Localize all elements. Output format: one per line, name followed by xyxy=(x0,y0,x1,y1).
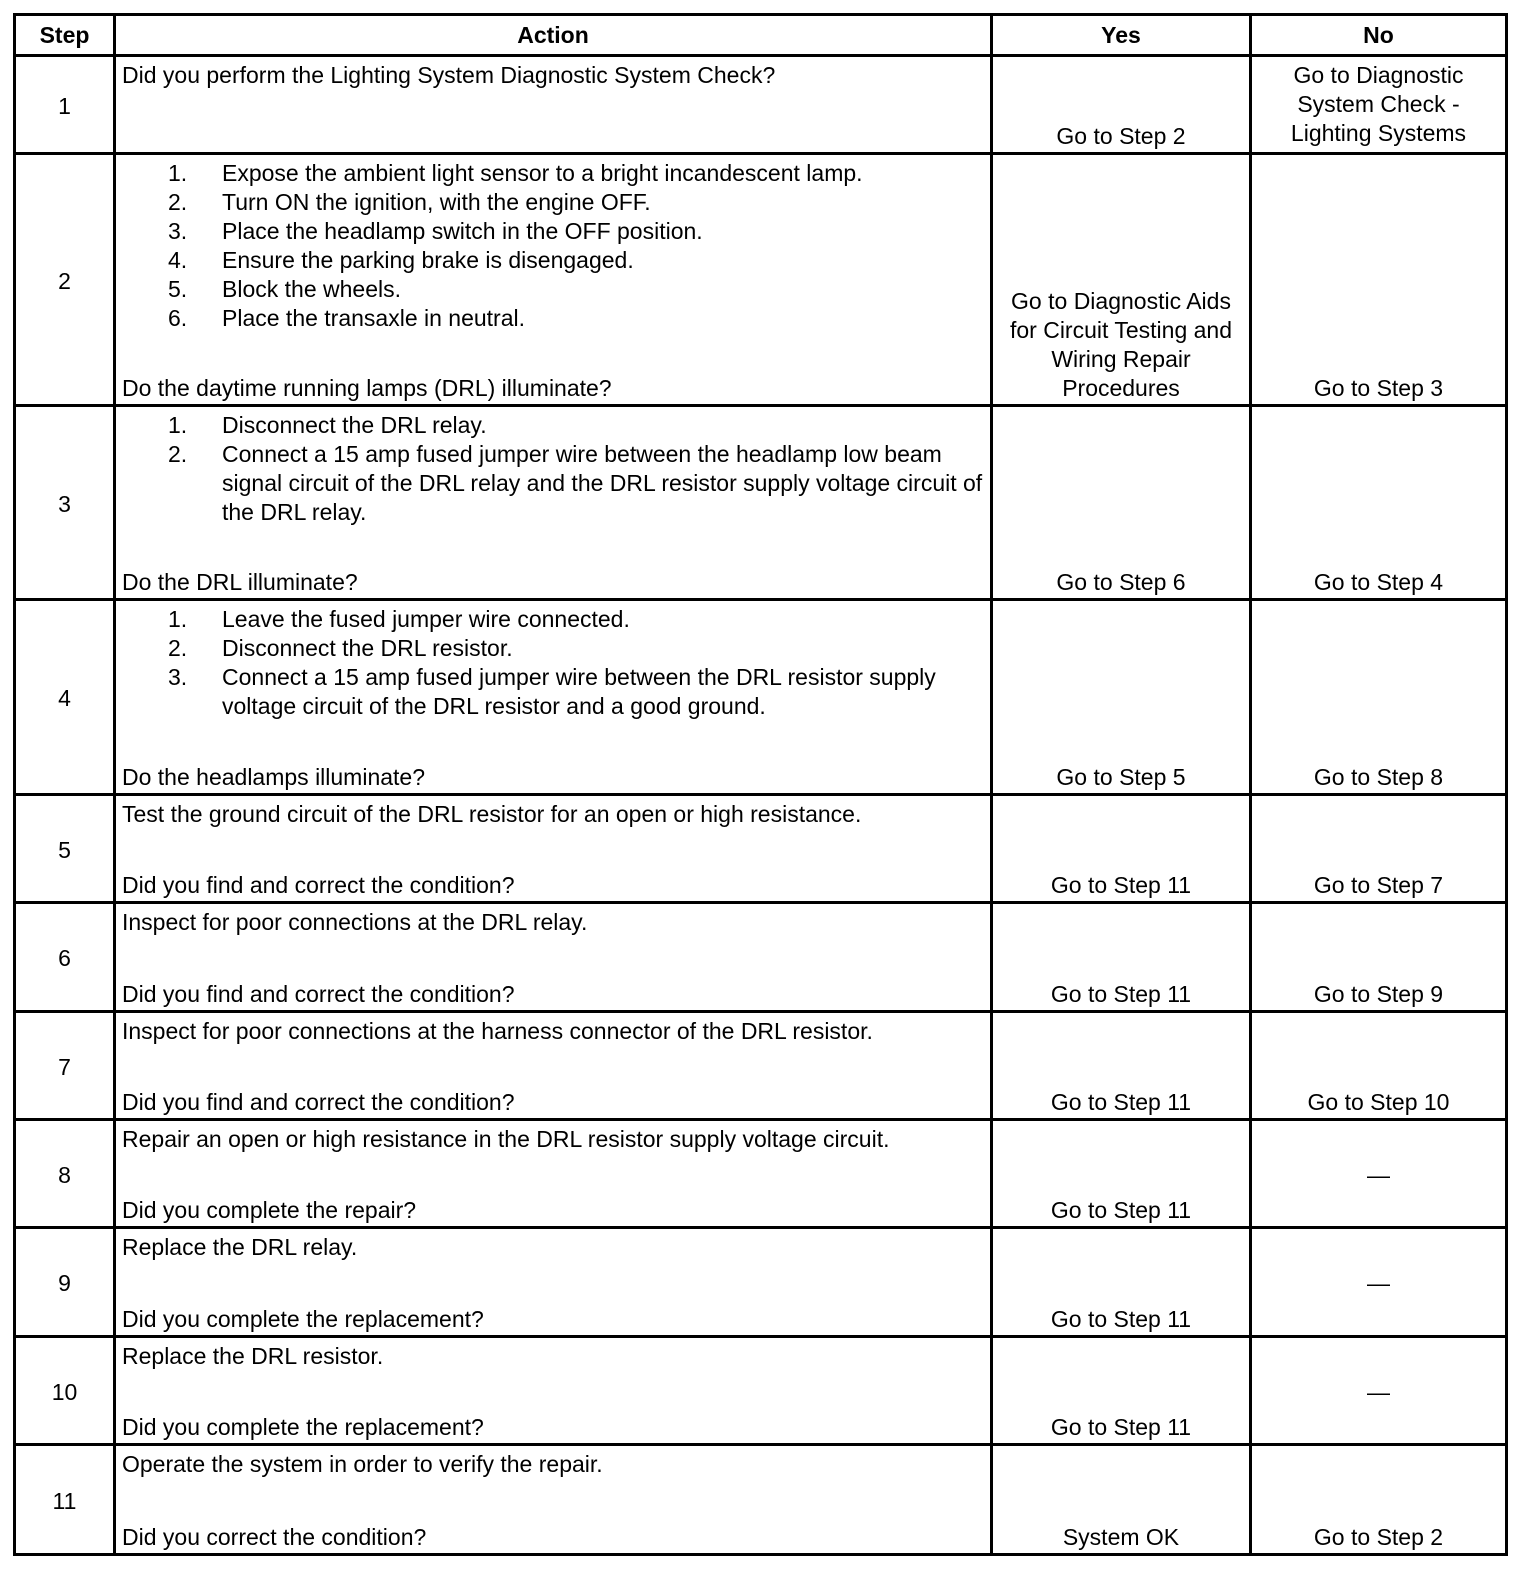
diagnostic-table xyxy=(13,13,1508,1556)
table-row xyxy=(16,1226,1505,1338)
list-item xyxy=(122,440,984,527)
list-item xyxy=(122,217,984,246)
yes-result: System OK xyxy=(1062,1524,1180,1550)
table-row xyxy=(16,1118,1505,1229)
step-number: 10 xyxy=(16,1338,116,1446)
no-result: — xyxy=(1367,1378,1390,1405)
question-text: Did you complete the replacement? xyxy=(122,1306,484,1332)
list-item xyxy=(122,304,984,333)
step-number: 2 xyxy=(16,155,116,407)
table-row xyxy=(16,152,1505,407)
table-row xyxy=(16,901,1505,1013)
table-row xyxy=(16,1335,1505,1446)
list-item-number: 6. xyxy=(168,305,188,331)
no-result: Go to Step 9 xyxy=(1313,981,1444,1007)
question-text: Did you complete the repair? xyxy=(122,1197,417,1223)
yes-result: Go to Step 11 xyxy=(1050,1197,1192,1223)
header-no: No xyxy=(1363,21,1394,48)
question-text: Did you correct the condition? xyxy=(122,1524,427,1550)
list-item-text: Leave the fused jumper wire connected. xyxy=(222,606,630,632)
no-cell xyxy=(1252,601,1505,796)
no-cell xyxy=(1252,57,1505,155)
table-row xyxy=(16,1010,1505,1121)
list-item xyxy=(122,246,984,275)
list-item-number: 5. xyxy=(168,276,188,302)
list-item-number: 1. xyxy=(168,160,188,186)
no-cell xyxy=(1252,155,1505,407)
action-text: Replace the DRL resistor. xyxy=(122,1343,384,1369)
no-result: Go to Step 7 xyxy=(1313,872,1444,898)
list-item xyxy=(122,634,984,663)
step-number: 4 xyxy=(16,601,116,796)
no-cell xyxy=(1252,1446,1505,1556)
yes-result: Go to Diagnostic Aids for Circuit Testing and Wiring Repair Procedures xyxy=(1009,288,1232,401)
yes-cell xyxy=(993,155,1252,407)
question-text: Do the headlamps illuminate? xyxy=(122,764,426,790)
no-cell xyxy=(1252,407,1505,601)
action-steps-list xyxy=(122,411,984,527)
yes-result: Go to Step 5 xyxy=(1056,764,1186,790)
list-item-text: Connect a 15 amp fused jumper wire between the headlamp low beam signal circuit of the DRL relay and the DRL resistor supply voltage circuit of the DRL relay. xyxy=(222,441,983,525)
list-item-text: Block the wheels. xyxy=(222,276,401,302)
list-item-number: 3. xyxy=(168,218,188,244)
no-cell xyxy=(1252,1338,1505,1446)
list-item-text: Connect a 15 amp fused jumper wire between the DRL resistor supply voltage circuit of the DRL resistor and a good ground. xyxy=(222,664,936,719)
header-yes: Yes xyxy=(993,16,1252,54)
list-item xyxy=(122,663,984,721)
action-cell xyxy=(116,57,993,155)
action-cell xyxy=(116,1229,993,1338)
table-row xyxy=(16,793,1505,904)
yes-cell xyxy=(993,796,1252,904)
action-cell xyxy=(116,1446,993,1556)
step-number: 7 xyxy=(16,1013,116,1121)
yes-cell xyxy=(993,1229,1252,1338)
no-cell xyxy=(1252,1121,1505,1229)
no-result: Go to Step 10 xyxy=(1307,1089,1450,1115)
action-steps-list xyxy=(122,159,984,333)
question-text: Do the daytime running lamps (DRL) illuminate? xyxy=(122,375,612,401)
no-result: Go to Step 8 xyxy=(1313,764,1444,790)
list-item xyxy=(122,275,984,304)
table-row xyxy=(16,404,1505,601)
list-item-text: Disconnect the DRL relay. xyxy=(222,412,487,438)
no-result: Go to Step 4 xyxy=(1313,569,1444,595)
step-number: 5 xyxy=(16,796,116,904)
no-cell xyxy=(1252,796,1505,904)
action-cell xyxy=(116,601,993,796)
yes-result: Go to Step 11 xyxy=(1050,1306,1192,1332)
step-number: 11 xyxy=(16,1446,116,1556)
list-item-number: 2. xyxy=(168,441,188,467)
yes-cell xyxy=(993,1446,1252,1556)
list-item-text: Disconnect the DRL resistor. xyxy=(222,635,513,661)
action-cell xyxy=(116,407,993,601)
action-text: Did you perform the Lighting System Diagnostic System Check? xyxy=(122,62,776,88)
yes-cell xyxy=(993,57,1252,155)
list-item-text: Ensure the parking brake is disengaged. xyxy=(222,247,634,273)
action-text: Operate the system in order to verify the repair. xyxy=(122,1451,603,1477)
list-item-number: 2. xyxy=(168,189,188,215)
list-item-number: 1. xyxy=(168,606,188,632)
table-header-row xyxy=(16,16,1505,54)
list-item-number: 1. xyxy=(168,412,188,438)
step-number: 8 xyxy=(16,1121,116,1229)
no-result: — xyxy=(1367,1270,1390,1296)
step-number: 3 xyxy=(16,407,116,601)
question-text: Did you find and correct the condition? xyxy=(122,872,515,898)
list-item-number: 4. xyxy=(168,247,188,273)
yes-cell xyxy=(993,407,1252,601)
step-number: 1 xyxy=(16,57,116,155)
no-result: Go to Step 3 xyxy=(1313,375,1444,401)
no-result: Go to Diagnostic System Check - Lighting Systems xyxy=(1290,62,1467,146)
yes-result: Go to Step 11 xyxy=(1050,981,1192,1007)
list-item-text: Place the transaxle in neutral. xyxy=(222,305,526,331)
action-text: Replace the DRL relay. xyxy=(122,1234,358,1260)
list-item-number: 3. xyxy=(168,664,188,690)
header-step: Step xyxy=(16,16,116,54)
no-result: — xyxy=(1367,1161,1390,1188)
list-item-number: 2. xyxy=(168,635,188,661)
table-row xyxy=(16,598,1505,796)
yes-cell xyxy=(993,1338,1252,1446)
yes-result: Go to Step 11 xyxy=(1050,1414,1192,1440)
yes-result: Go to Step 11 xyxy=(1050,1089,1192,1115)
yes-cell xyxy=(993,601,1252,796)
no-cell xyxy=(1252,1013,1505,1121)
question-text: Did you complete the replacement? xyxy=(122,1414,484,1440)
header-action: Action xyxy=(116,16,993,54)
yes-cell xyxy=(993,1121,1252,1229)
list-item xyxy=(122,188,984,217)
action-cell xyxy=(116,155,993,407)
step-number: 9 xyxy=(16,1229,116,1338)
no-cell xyxy=(1252,1229,1505,1338)
action-text: Repair an open or high resistance in the DRL resistor supply voltage circuit. xyxy=(122,1126,890,1152)
question-text: Did you find and correct the condition? xyxy=(122,1089,515,1115)
action-text: Inspect for poor connections at the DRL relay. xyxy=(122,909,588,935)
list-item xyxy=(122,159,984,188)
question-text: Did you find and correct the condition? xyxy=(122,981,515,1007)
action-cell xyxy=(116,1338,993,1446)
action-steps-list xyxy=(122,605,984,721)
no-result: Go to Step 2 xyxy=(1313,1524,1444,1550)
action-cell xyxy=(116,904,993,1013)
list-item xyxy=(122,411,984,440)
yes-result: Go to Step 11 xyxy=(1050,872,1192,898)
list-item-text: Turn ON the ignition, with the engine OFF. xyxy=(222,189,651,215)
question-text: Do the DRL illuminate? xyxy=(122,569,358,595)
action-text: Test the ground circuit of the DRL resistor for an open or high resistance. xyxy=(122,801,862,827)
no-cell xyxy=(1252,904,1505,1013)
action-cell xyxy=(116,1121,993,1229)
list-item-text: Expose the ambient light sensor to a bright incandescent lamp. xyxy=(222,160,863,186)
action-cell xyxy=(116,796,993,904)
yes-result: Go to Step 2 xyxy=(1056,123,1186,149)
table-row xyxy=(16,1443,1505,1556)
yes-cell xyxy=(993,904,1252,1013)
list-item-text: Place the headlamp switch in the OFF position. xyxy=(222,218,703,244)
action-cell xyxy=(116,1013,993,1121)
list-item xyxy=(122,605,984,634)
yes-result: Go to Step 6 xyxy=(1056,569,1186,595)
step-number: 6 xyxy=(16,904,116,1013)
action-text: Inspect for poor connections at the harness connector of the DRL resistor. xyxy=(122,1018,873,1044)
yes-cell xyxy=(993,1013,1252,1121)
table-row xyxy=(16,54,1505,155)
